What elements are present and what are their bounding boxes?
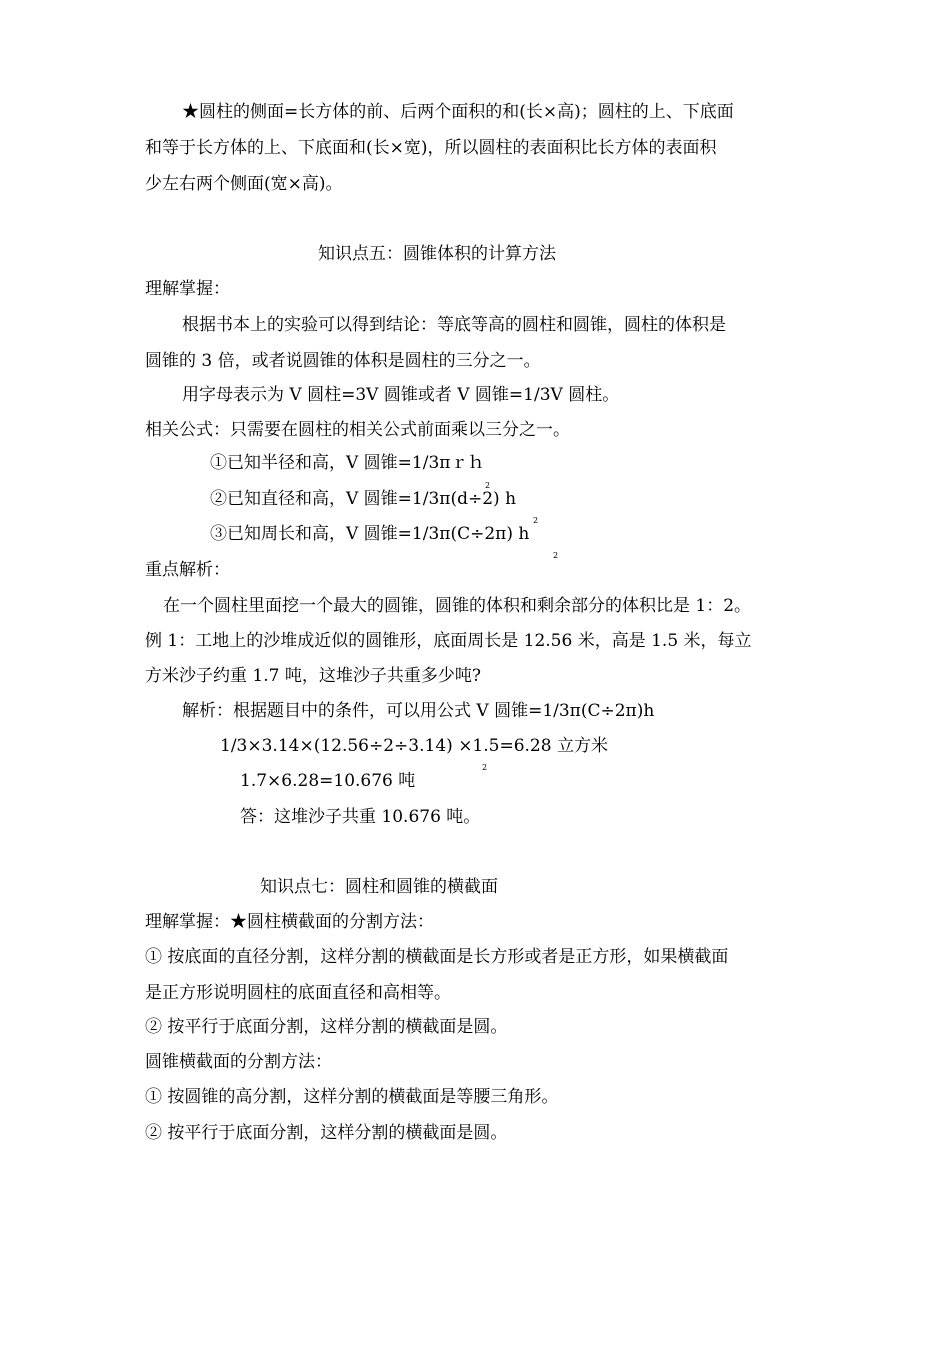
subheading: 理解掌握： xyxy=(145,279,230,299)
paragraph-line: 根据书本上的实验可以得到结论：等底等高的圆柱和圆锥，圆柱的体积是 xyxy=(182,315,726,335)
superscript: 2 xyxy=(533,516,539,525)
list-item: ② 按平行于底面分割，这样分割的横截面是圆。 xyxy=(145,1017,508,1037)
list-item: ① 按圆锥的高分割，这样分割的横截面是等腰三角形。 xyxy=(145,1087,559,1107)
example-line: 方米沙子约重 1.7 吨，这堆沙子共重多少吨? xyxy=(145,666,481,686)
list-item: ② 按平行于底面分割，这样分割的横截面是圆。 xyxy=(145,1123,508,1143)
solution-line: 1/3×3.14×(12.56÷2÷3.14) ×1.5=6.28 立方米 xyxy=(220,736,608,756)
subheading: 理解掌握：★圆柱横截面的分割方法： xyxy=(145,912,434,932)
paragraph-line: 圆锥的 3 倍，或者说圆锥的体积是圆柱的三分之一。 xyxy=(145,351,541,371)
subheading: 相关公式：只需要在圆柱的相关公式前面乘以三分之一。 xyxy=(145,420,570,440)
formula-line: ①已知半径和高，V 圆锥=1/3πｒｈ xyxy=(210,453,485,473)
section-heading: 知识点七：圆柱和圆锥的横截面 xyxy=(260,877,498,897)
superscript: 2 xyxy=(482,763,488,772)
paragraph-line: 和等于长方体的上、下底面和(长×宽)，所以圆柱的表面积比长方体的表面积 xyxy=(145,138,717,158)
formula-line: ③已知周长和高，V 圆锥=1/3π(C÷2π) h xyxy=(210,524,530,544)
formula-line: ②已知直径和高，V 圆锥=1/3π(d÷2) h xyxy=(210,489,517,509)
answer-line: 答：这堆沙子共重 10.676 吨。 xyxy=(240,807,481,827)
subheading: 重点解析： xyxy=(145,560,230,580)
list-item: ① 按底面的直径分割，这样分割的横截面是长方形或者是正方形，如果横截面 xyxy=(145,947,729,967)
example-line: 例 1：工地上的沙堆成近似的圆锥形，底面周长是 12.56 米，高是 1.5 米，每立 xyxy=(145,631,752,651)
section-heading: 知识点五：圆锥体积的计算方法 xyxy=(318,244,556,264)
paragraph-line: 少左右两个侧面(宽×高)。 xyxy=(145,174,343,194)
paragraph-line: ★圆柱的侧面=长方体的前、后两个面积的和(长×高)；圆柱的上、下底面 xyxy=(182,102,734,122)
paragraph-line: 在一个圆柱里面挖一个最大的圆锥，圆锥的体积和剩余部分的体积比是 1：2。 xyxy=(163,596,752,616)
superscript: 2 xyxy=(485,481,491,490)
paragraph-line: 用字母表示为 V 圆柱=3V 圆锥或者 V 圆锥=1/3V 圆柱。 xyxy=(182,385,620,405)
solution-line: 解析：根据题目中的条件，可以用公式 V 圆锥=1/3π(C÷2π)h xyxy=(182,701,655,721)
superscript: 2 xyxy=(553,551,559,560)
list-item-continuation: 是正方形说明圆柱的底面直径和高相等。 xyxy=(145,983,451,1003)
solution-line: 1.7×6.28=10.676 吨 xyxy=(240,771,416,791)
subheading: 圆锥横截面的分割方法： xyxy=(145,1052,332,1072)
